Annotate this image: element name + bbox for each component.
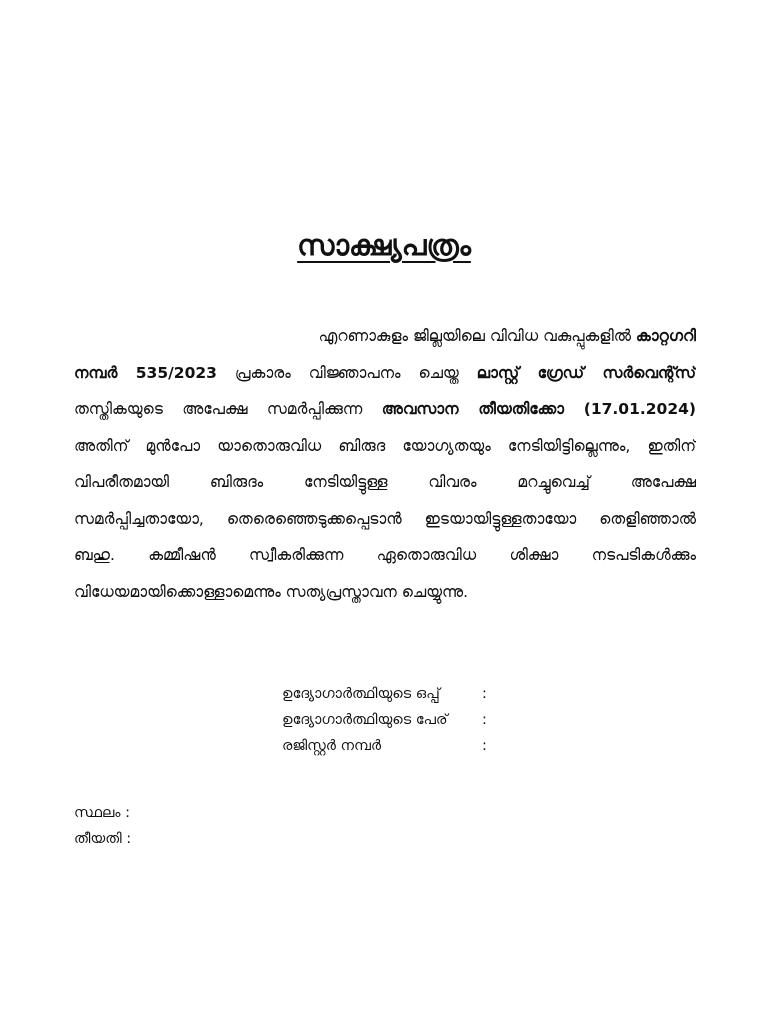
declaration-paragraph (74, 318, 696, 610)
paragraph-line-1 (74, 318, 696, 355)
colon: : (482, 712, 487, 728)
name-row (282, 707, 494, 733)
signature-row (282, 681, 494, 707)
line-text: തസ്തികയുടെ അപേക്ഷ സമർപ്പിക്കുന്ന (74, 400, 382, 418)
signature-block (282, 681, 494, 759)
candidate-name-label: ഉദ്യോഗാർത്ഥിയുടെ പേര് (282, 712, 448, 728)
line-text: പ്രകാരം വിജ്ഞാപനം ചെയ്ത (216, 363, 477, 382)
category-label: കാറ്റഗറി (635, 327, 696, 345)
place-label: സ്ഥലം : (74, 805, 130, 821)
register-number-label: രജിസ്റ്റർ നമ്പർ (282, 738, 382, 754)
paragraph-line-8: വിധേയമായിക്കൊള്ളാമെന്നും സത്യപ്രസ്താവന ചെയ്യുന്നു. (74, 582, 469, 601)
place-date-block (74, 800, 131, 852)
category-number: നമ്പർ 535/2023 (74, 363, 217, 382)
candidate-signature-label: ഉദ്യോഗാർത്ഥിയുടെ ഒപ്പ് (282, 686, 440, 702)
document-title: സാക്ഷ്യപത്രം (297, 228, 471, 262)
post-name: ലാസ്റ്റ് ഗ്രേഡ് സർവെന്റ്സ് (476, 363, 696, 382)
paragraph-line-2 (74, 355, 696, 392)
register-number-row (282, 733, 494, 759)
line-text: എറണാകുളം ജില്ലയിലെ വിവിധ വകുപ്പുകളിൽ (318, 327, 636, 345)
paragraph-line-4: അതിന് മുൻപോ യാതൊരുവിധ ബിരുദ യോഗ്യതയും നേടിയിട്ടില്ലെന്നും, ഇതിന് (74, 436, 696, 455)
colon: : (482, 738, 487, 754)
paragraph-line-7: ബഹു. കമ്മീഷൻ സ്വീകരിക്കുന്ന ഏതൊരുവിധ ശിക്ഷാ നടപടികൾക്കും (74, 546, 696, 564)
date-label: തീയതി : (74, 831, 132, 847)
paragraph-line-3 (74, 391, 696, 428)
paragraph-line-5: വിപരീതമായി ബിരുദം നേടിയിട്ടുള്ള വിവരം മറച്ചുവെച്ച് അപേക്ഷ (74, 473, 696, 491)
paragraph-line-6: സമർപ്പിച്ചതായോ, തെരെഞ്ഞെടുക്കപ്പെടാൻ ഇടയായിട്ടുള്ളതായോ തെളിഞ്ഞാൽ (74, 509, 696, 528)
last-date: അവസാന തീയതിക്കോ (17.01.2024) (381, 400, 696, 418)
colon: : (482, 686, 487, 702)
